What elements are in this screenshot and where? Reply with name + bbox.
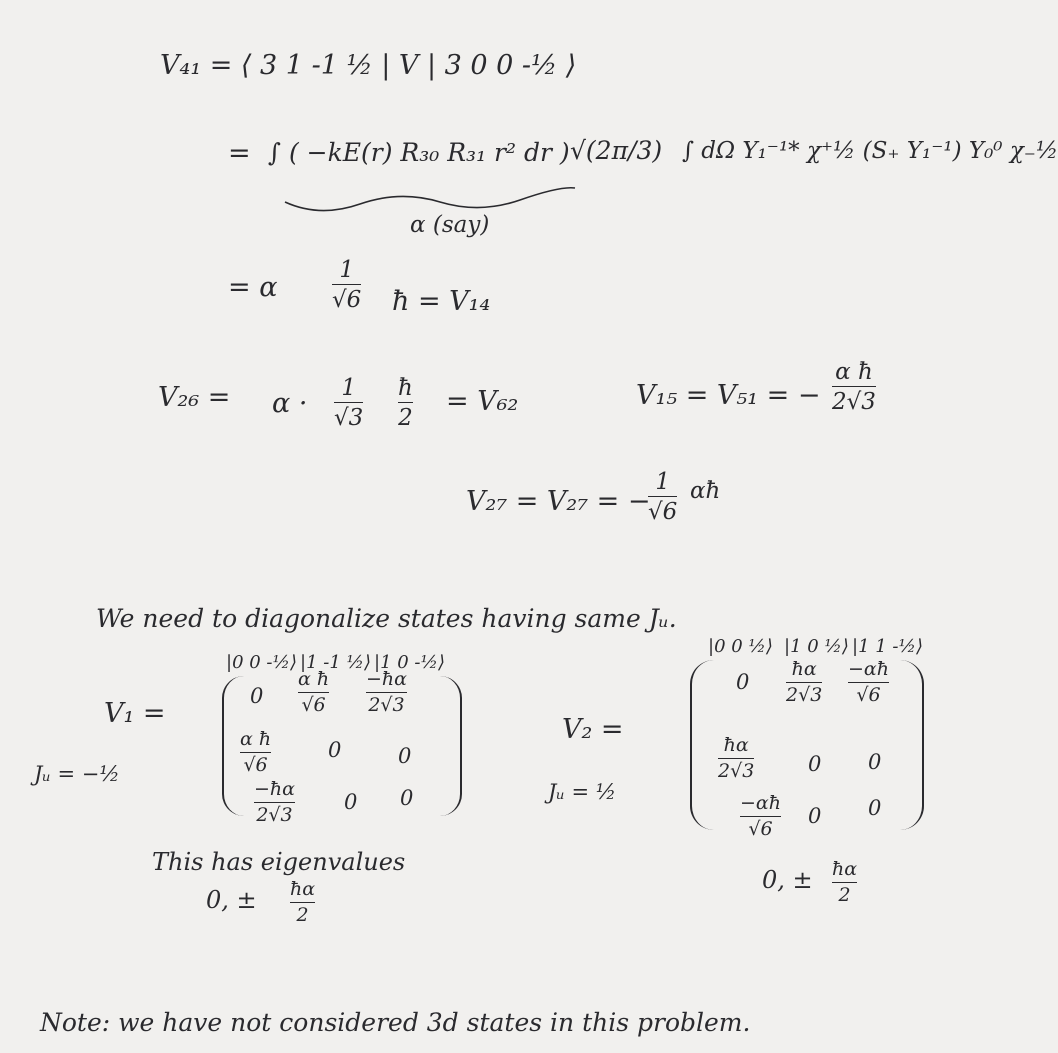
angular-integral: ∫ dΩ Y₁⁻¹* χ⁺½ (S₊ Y₁⁻¹) Y₀⁰ χ₋½ — [682, 138, 1058, 164]
matrix2-eigen-frac: ħα 2 — [832, 858, 858, 906]
alpha-hbar-over-2sqrt3: α ħ 2√3 — [832, 359, 876, 416]
m2-cell-12: ħα 2√3 — [786, 658, 823, 706]
matrix1-label: V₁ = — [104, 698, 166, 729]
alpha-say-label: α (say) — [410, 212, 490, 238]
matrix2-ket-3: |1 1 -½⟩ — [852, 636, 923, 657]
m2-cell-23: 0 — [868, 750, 882, 774]
m2-cell-21: ħα 2√3 — [718, 734, 755, 782]
m1-cell-33: 0 — [400, 786, 414, 810]
matrix2-right-paren — [900, 660, 924, 830]
v27-line: V₂₇ = V₂₇ = − — [466, 486, 651, 517]
matrix1-right-paren — [440, 676, 462, 816]
matrix1-ket-3: |1 0 -½⟩ — [374, 652, 445, 673]
matrix1-eigenvalues: 0, ± — [206, 886, 257, 914]
v41-result-equals: = α — [228, 272, 278, 303]
m2-cell-11: 0 — [736, 670, 750, 694]
v27-tail: αħ — [690, 478, 721, 504]
matrix2-jz: Jᵤ = ½ — [548, 780, 617, 804]
m1-cell-21: α ħ √6 — [240, 728, 272, 776]
v41-result-tail: ħ = V₁₄ — [392, 286, 491, 317]
matrix1-ket-2: |1 -1 ½⟩ — [300, 652, 371, 673]
matrix2-eigenvalues: 0, ± — [762, 866, 813, 894]
radial-integral: ∫ ( −kE(r) R₃₀ R₃₁ r² dr ) — [268, 138, 570, 167]
m1-cell-32: 0 — [344, 790, 358, 814]
v15-v51: V₁₅ = V₅₁ = − — [636, 380, 821, 411]
footnote: Note: we have not considered 3d states in this problem. — [40, 1008, 751, 1037]
one-over-sqrt6-v27: 1 √6 — [648, 469, 678, 526]
m2-cell-13: −αħ √6 — [848, 658, 889, 706]
matrix1-eigen-frac: ħα 2 — [290, 878, 316, 926]
diagonalize-sentence: We need to diagonalize states having same Jᵤ. — [96, 604, 677, 633]
matrix2-left-paren — [690, 660, 714, 830]
m1-cell-31: −ħα 2√3 — [254, 778, 295, 826]
m1-cell-23: 0 — [398, 744, 412, 768]
v26-lhs: V₂₆ = — [158, 382, 231, 413]
matrix2-ket-1: |0 0 ½⟩ — [708, 636, 773, 657]
sqrt-factor: √(2π/3) — [570, 136, 663, 165]
m1-cell-11: 0 — [250, 684, 264, 708]
hbar-over-two: ħ 2 — [398, 375, 413, 432]
v26-rhs: = V₆₂ — [446, 386, 519, 417]
matrix1-jz: Jᵤ = −½ — [34, 762, 120, 786]
matrix2-label: V₂ = — [562, 714, 624, 745]
equals-sign: = — [228, 138, 251, 169]
v26-alpha: α · — [272, 388, 308, 419]
m2-cell-33: 0 — [868, 796, 882, 820]
m2-cell-22: 0 — [808, 752, 822, 776]
m1-cell-12: α ħ √6 — [298, 668, 330, 716]
one-over-sqrt3: 1 √3 — [334, 375, 364, 432]
eigenvalue-sentence: This has eigenvalues — [152, 848, 406, 876]
m2-cell-32: 0 — [808, 804, 822, 828]
one-over-sqrt6: 1 √6 — [332, 257, 362, 314]
matrix1-ket-1: |0 0 -½⟩ — [226, 652, 297, 673]
m1-cell-22: 0 — [328, 738, 342, 762]
matrix2-ket-2: |1 0 ½⟩ — [784, 636, 849, 657]
v41-definition: V₄₁ = ⟨ 3 1 -1 ½ | V | 3 0 0 -½ ⟩ — [160, 50, 577, 81]
m1-cell-13: −ħα 2√3 — [366, 668, 407, 716]
m2-cell-31: −αħ √6 — [740, 792, 781, 840]
